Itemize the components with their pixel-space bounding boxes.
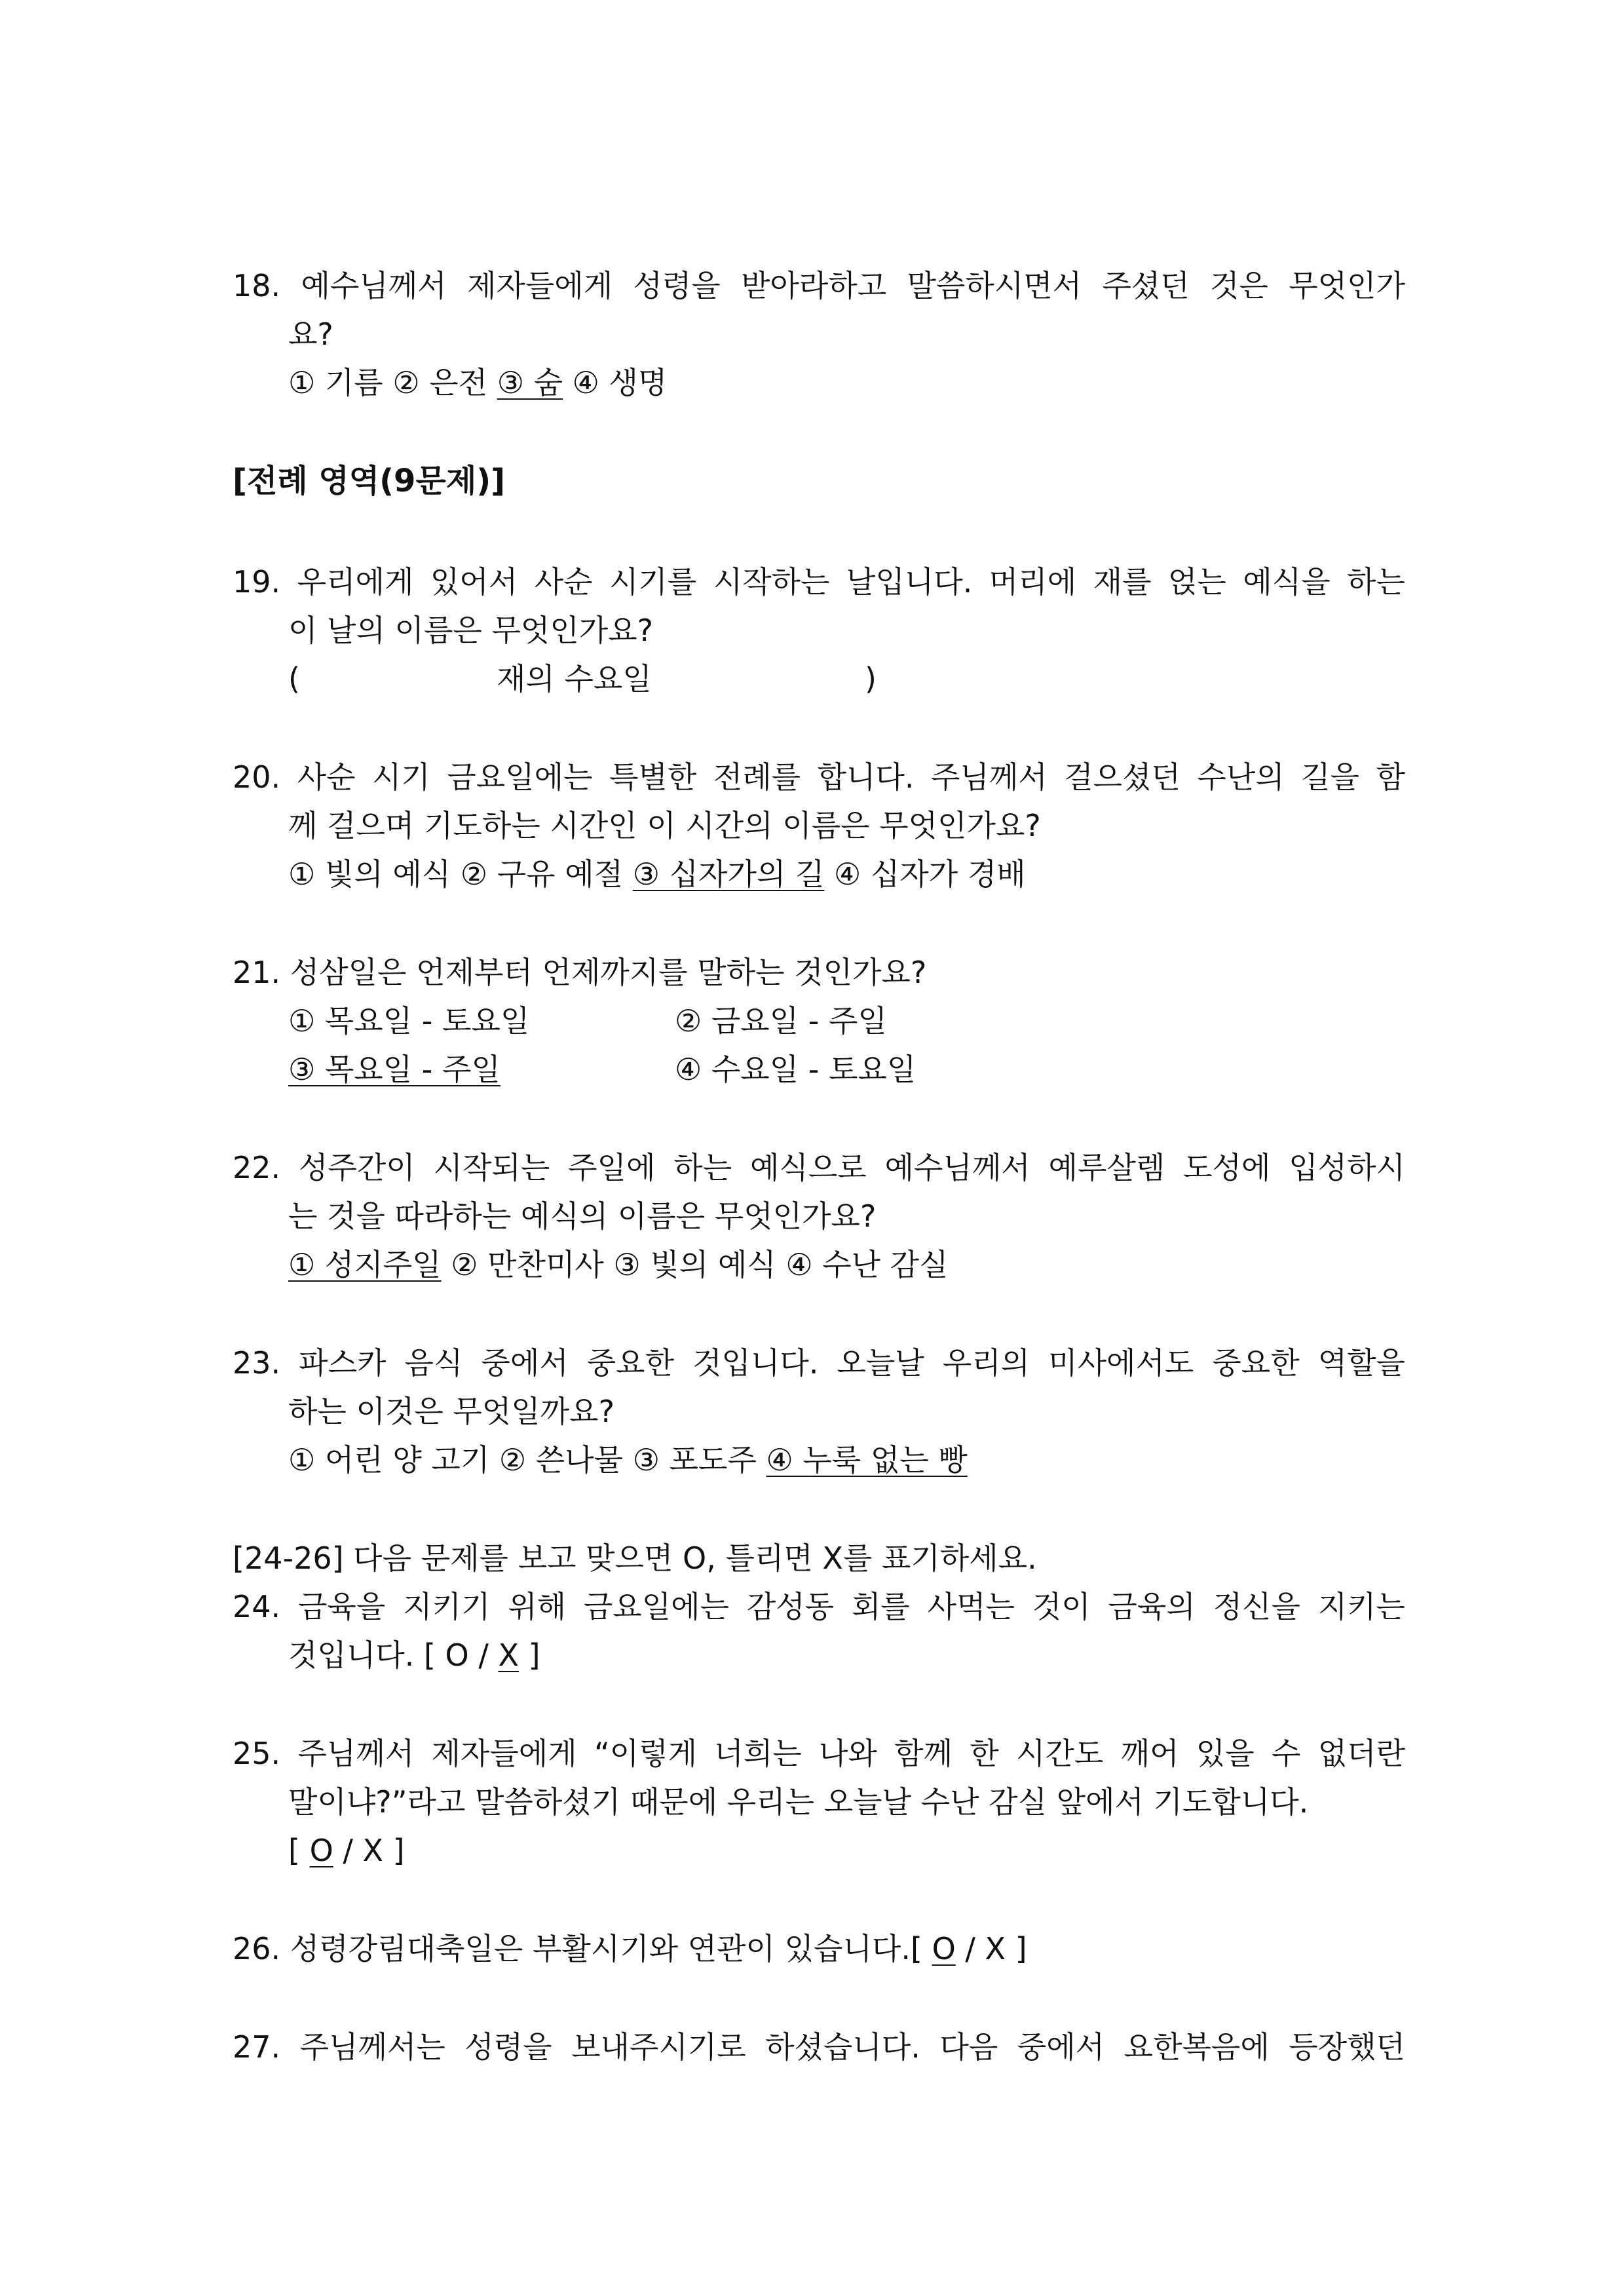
- option-2: ② 만찬미사: [451, 1247, 604, 1282]
- option-2: ② 은전: [392, 365, 488, 400]
- option-3-answer: ③ 목요일 - 주일: [288, 1052, 500, 1087]
- ox-instruction: [24-26] 다음 문제를 보고 맞으면 O, 틀리면 X를 표기하세요.: [233, 1540, 1037, 1576]
- question-20-line-1: 20. 사순 시기 금요일에는 특별한 전례를 합니다. 주님께서 걸으셨던 수난의 길을 함: [233, 759, 1405, 795]
- question-20-line-2: 께 걸으며 기도하는 시간인 이 시간의 이름은 무엇인가요?: [288, 808, 1041, 843]
- option-3: ③ 빛의 예식: [613, 1247, 776, 1282]
- question-26-line-1: [233, 1929, 1405, 1971]
- answer-mark: O: [932, 1931, 956, 1966]
- question-21-line-1: 21. 성삼일은 언제부터 언제까지를 말하는 것인가요?: [233, 955, 927, 990]
- option-3: ③ 포도주: [632, 1442, 757, 1478]
- paren-open: (: [288, 661, 300, 697]
- question-22-line-2: 는 것을 따라하는 예식의 이름은 무엇인가요?: [288, 1198, 877, 1234]
- bracket-close: / X ]: [955, 1931, 1027, 1966]
- paren-close: ): [865, 661, 877, 697]
- section-heading: [전례 영역(9문제)]: [233, 463, 506, 499]
- option-1: ① 기름: [288, 365, 383, 400]
- bracket-close: ]: [519, 1637, 540, 1673]
- question-25-line-1: 25. 주님께서 제자들에게 “이렇게 너희는 나와 함께 한 시간도 깨어 있을 수 없더란: [233, 1736, 1405, 1771]
- answer-mark: X: [498, 1637, 519, 1673]
- question-19-answer-line: [288, 659, 1405, 701]
- question-24-line-2: [288, 1636, 1405, 1677]
- question-22-options: [288, 1245, 1405, 1287]
- option-2: ② 금요일 - 주일: [675, 1003, 887, 1039]
- option-4: ④ 십자가 경배: [834, 856, 1026, 892]
- question-18-options: [288, 363, 1405, 405]
- question-23-line-2: 하는 이것은 무엇일까요?: [288, 1394, 615, 1429]
- option-1-answer: ① 성지주일: [288, 1247, 442, 1282]
- question-25-line-3: [288, 1831, 1405, 1873]
- question-23-options: [288, 1440, 1405, 1482]
- option-1: ① 빛의 예식: [288, 856, 451, 892]
- answer-mark: O: [309, 1833, 333, 1868]
- question-18-line-2: 요?: [288, 316, 333, 352]
- question-20-options: [288, 854, 1405, 896]
- question-24-line-1: 24. 금육을 지키기 위해 금요일에는 감성동 회를 사먹는 것이 금육의 정신을 지키는: [233, 1589, 1405, 1624]
- question-19-line-2: 이 날의 이름은 무엇인가요?: [288, 613, 654, 648]
- option-1: ① 목요일 - 토요일: [288, 1003, 530, 1039]
- question-21-options-row-2: [288, 1050, 1405, 1092]
- question-19-line-1: 19. 우리에게 있어서 사순 시기를 시작하는 날입니다. 머리에 재를 얹는 예식을 하는: [233, 564, 1405, 600]
- question-22-line-1: 22. 성주간이 시작되는 주일에 하는 예식으로 예수님께서 예루살렘 도성에 입성하시: [233, 1150, 1405, 1185]
- bracket-open: [: [288, 1833, 310, 1868]
- question-27-line-1: 27. 주님께서는 성령을 보내주시기로 하셨습니다. 다음 중에서 요한복음에 등장했던: [233, 2029, 1405, 2065]
- option-4: ④ 생명: [572, 365, 668, 400]
- statement-text: 것입니다. [ O /: [288, 1637, 499, 1673]
- question-25-line-2: 말이냐?”라고 말씀하셨기 때문에 우리는 오늘날 수난 감실 앞에서 기도합니다.: [288, 1784, 1309, 1820]
- option-2: ② 구유 예절: [460, 856, 624, 892]
- option-2: ② 쓴나물: [499, 1442, 624, 1478]
- option-4: ④ 수난 감실: [785, 1247, 949, 1282]
- question-21-options-row-1: [288, 1001, 1405, 1043]
- statement-text: 26. 성령강림대축일은 부활시기와 연관이 있습니다.[: [233, 1931, 932, 1966]
- option-3-answer: ③ 십자가의 길: [632, 856, 825, 892]
- bracket-close: / X ]: [333, 1833, 405, 1868]
- question-23-line-1: 23. 파스카 음식 중에서 중요한 것입니다. 오늘날 우리의 미사에서도 중요한 역할을: [233, 1345, 1405, 1381]
- answer-text: 재의 수요일: [497, 661, 652, 697]
- option-4: ④ 수요일 - 토요일: [675, 1052, 916, 1087]
- question-18-line-1: 18. 예수님께서 제자들에게 성령을 받아라하고 말씀하시면서 주셨던 것은 무엇인가: [233, 268, 1405, 303]
- option-4-answer: ④ 누룩 없는 빵: [766, 1442, 968, 1478]
- option-1: ① 어린 양 고기: [288, 1442, 490, 1478]
- option-3-answer: ③ 숨: [497, 365, 563, 400]
